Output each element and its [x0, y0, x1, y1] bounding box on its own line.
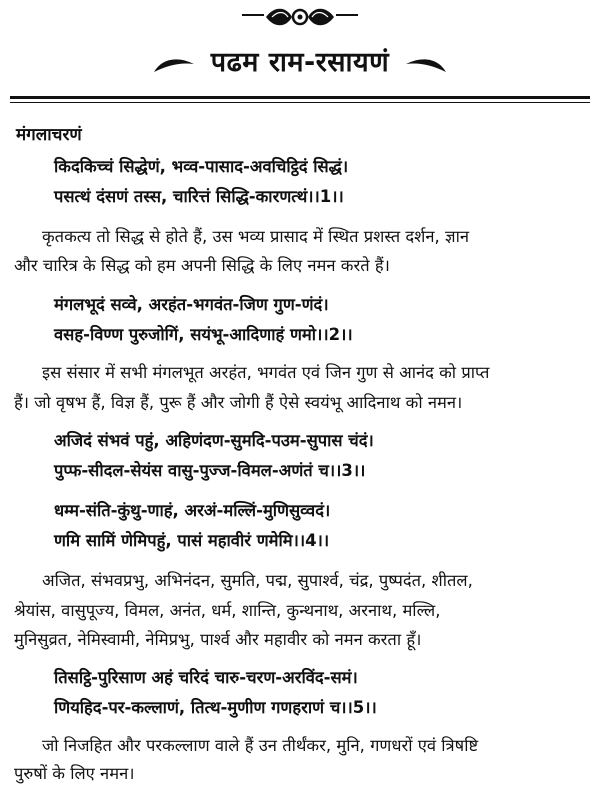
prose-3-line-2: श्रेयांस, वासुपूज्य, विमल, अनंत, धर्म, शान्ति, कुन्थनाथ, अरनाथ, मल्लि,	[14, 601, 441, 620]
chapter-title: पढम राम-रसायणं	[210, 47, 390, 78]
verse-3-line-2: पुप्फ-सीदल-सेयंस वासु-पुज्ज-विमल-अणंतं च।।3।।	[54, 461, 366, 480]
prose-4-line-2: पुरुषों के लिए नमन।	[14, 764, 135, 783]
header-rule-thin	[10, 102, 590, 103]
prose-3-line-3: मुनिसुव्रत, नेमिस्वामी, नेमिप्रभु, पार्श्व और महावीर को नमन करता हूँ।	[14, 630, 422, 649]
swash-right-icon	[404, 54, 448, 78]
verse-5-line-2: णियहिद-पर-कल्लाणं, तित्थ-मुणीण गणहराणं च।।5।।	[54, 698, 377, 717]
prose-3-line-1: अजित, संभवप्रभु, अभिनंदन, सुमति, पद्म, सुपार्श्व, चंद्र, पुष्पदंत, शीतल,	[42, 571, 473, 590]
verse-2-line-1: मंगलभूदं सव्वे, अरहंत-भगवंत-जिण गुण-णंदं।	[54, 295, 329, 314]
prose-2-line-1: इस संसार में सभी मंगलभूत अरहंत, भगवंत एवं जिन गुण से आनंद को प्राप्त	[42, 363, 490, 382]
verse-4-line-2: णमि सामिं णेमिपहुं, पासं महावीरं णमेमि।।4।।	[54, 531, 330, 550]
verse-1-line-2: पसत्थं दंसणं तस्स, चारित्तं सिद्धि-कारणत्थं।।1।।	[54, 187, 344, 206]
verse-3-line-1: अजिदं संभवं पहुं, अहिणंदण-सुमदि-पउम-सुपास चंदं।	[54, 431, 374, 450]
verse-2-line-2: वसह-विण्ण पुरुजोगिं, सयंभू-आदिणाहं णमो।।2।।	[54, 325, 353, 344]
prose-1-line-2: और चारित्र के सिद्ध को हम अपनी सिद्धि के लिए नमन करते हैं।	[14, 256, 390, 275]
prose-4-line-1: जो निजहित और परकल्लाण वाले हैं उन तीर्थंकर, मुनि, गणधरों एवं त्रिषष्टि	[42, 736, 479, 755]
ornament-icon	[240, 4, 360, 30]
prose-2-line-2: हैं। जो वृषभ हैं, विज्ञ हैं, पुरू हैं और जोगी हैं ऐसे स्वयंभू आदिनाथ को नमन।	[14, 393, 463, 412]
chapter-header	[0, 40, 600, 90]
section-heading: मंगलाचरणं	[16, 125, 82, 145]
verse-4-line-1: धम्म-संति-कुंथु-णाहं, अरअं-मल्लिं-मुणिसुव्वदं।	[54, 501, 331, 520]
prose-1-line-1: कृतकत्य तो सिद्ध से होते हैं, उस भव्य प्रासाद में स्थित प्रशस्त दर्शन, ज्ञान	[42, 227, 470, 246]
verse-5-line-1: तिसट्ठि-पुरिसाण अहं चरिदं चारु-चरण-अरविंद-समं।	[54, 668, 358, 687]
header-rule-thick	[10, 96, 590, 99]
verse-1-line-1: किदकिच्चं सिद्धेणं, भव्व-पासाद-अवचिट्ठिदं सिद्धं।	[54, 157, 349, 176]
